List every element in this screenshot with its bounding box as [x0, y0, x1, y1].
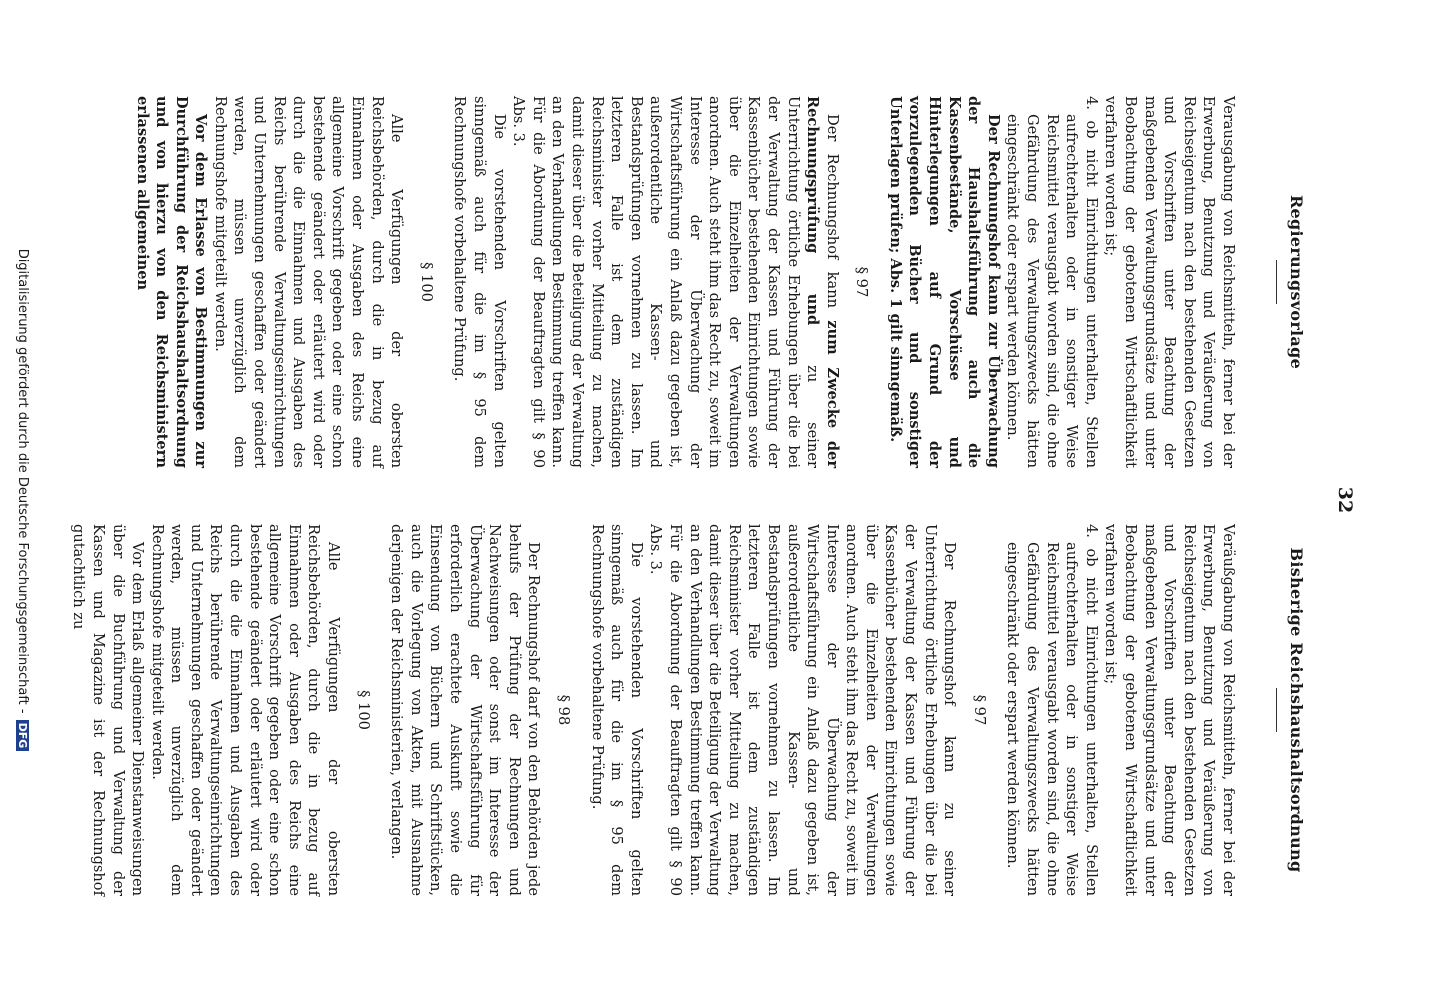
dfg-logo: DFG — [16, 720, 29, 752]
heading-rule — [1276, 688, 1277, 732]
list-item: 4. ob nicht Einrichtungen unterhalten, Stellen aufrechterhalten oder in sonstiger Weise Reichsmittel verausgabt worden sind, die ohne Gefährdung des Verwaltungszwecks hätten eingeschränkt oder erspart werden können. — [1004, 524, 1100, 896]
paragraph: Veräußgabung von Reichsmitteln, ferner bei der Erwerbung, Benutzung und Veräußerung von Reichseigentum nach den bestehenden Gesetzen und Vorschriften unter Beachtung der maßgebenden Verwaltungsgrundsätze und unter Beobachtung der gebotenen Wirtschaftlichkeit verfahren worden ist; — [1102, 524, 1237, 896]
paragraph: Die vorstehenden Vorschriften gelten sinngemäß auch für die im § 95 dem Rechnungshofe vorbehaltene Prüfung. — [451, 96, 508, 468]
paragraph — [509, 96, 842, 468]
section-title: § 97 — [853, 266, 871, 298]
paragraph: Die vorstehenden Vorschriften gelten sinngemäß auch für die im § 95 dem Rechnungshofe vorbehaltene Prüfung. — [588, 524, 645, 896]
text: zu seiner Unterrichtung örtliche Erhebungen über die bei der Verwaltung der Kassen und Führung der Kassenbücher bestehenden Einrichtungen sowie über die Einzelheiten der Verwaltungen anordnen. Auch steht ihm das Recht zu, soweit im Interesse der Überwachung der Wirtschaftsführung ein Anlaß dazu gegeben ist, außerordentliche Kassen- und Bestandsprüfungen vornehmen zu lassen. Im letzteren Falle ist dem zuständigen Reichsminister vorher Mitteilung zu machen, damit dieser über die Beteiligung der Verwaltung an den Verhandlungen Bestimmung treffen kann. Für die Abordnung der Beauftragten gilt § 90 Abs. 3. — [510, 96, 822, 468]
footer-text: Digitalisierung gefördert durch die Deutsche Forschungsgemeinschaft - — [15, 248, 30, 714]
paragraph-bold — [132, 96, 210, 468]
paragraph: Alle Verfügungen der obersten Reichsbehörden, durch die in bezug auf Einnahmen oder Ausgaben des Reichs eine allgemeine Vorschrift gegeben oder eine schon bestehende geändert oder erläutert wird oder durch die die Einnahmen und Ausgaben des Reichs berührende Verwaltungseinrichtungen und Unternehmungen geschaffen oder geändert werden, müssen unverzüglich dem Rechnungshofe mitgeteilt werden. — [211, 96, 406, 468]
section-title: § 100 — [354, 690, 372, 730]
bold-text: Der Rechnungshof kann zur Überwachung der Haushaltsführung auch die Kassenbestände, Vorschüsse und Hinterlegungen auf Grund der vorzulegenden Bücher und sonstiger Unterlagen prüfen; Abs. 1 gilt sinngemäß. — [886, 96, 1002, 468]
left-heading-text: Bisherige Reichshaushaltsordnung — [1287, 547, 1306, 873]
paragraph: Alle Verfügungen der obersten Reichsbehörden, durch die in bezug auf Einnahmen oder Ausgaben des Reichs eine allgemeine Vorschrift gegeben oder eine schon bestehende geändert oder erläutert wird oder durch die die Einnahmen und Ausgaben des Reichs berührende Verwaltungseinrichtungen und Unternehmungen geschaffen oder geändert werden, müssen unverzüglich dem Rechnungshofe mitgeteilt werden. — [148, 524, 343, 896]
right-column-heading — [1276, 96, 1306, 468]
list-item: 4. ob nicht Einrichtungen unterhalten, Stellen aufrechterhalten oder in sonstiger Weise Reichsmittel verausgabt worden sind, die ohne Gefährdung des Verwaltungszwecks hätten eingeschränkt oder erspart werden können. — [1004, 96, 1100, 468]
right-heading-text: Regierungsvorlage — [1287, 194, 1306, 370]
section-title: § 97 — [970, 694, 988, 726]
bold-text: Vor dem Erlasse von Bestimmungen zur Durchführung der Reichshaushaltsordnung und von hierzu von den Reichsministern erlassenen allgemeinen — [133, 96, 210, 468]
digitization-footer — [15, 0, 30, 1000]
paragraph: Vor dem Erlaß allgemeiner Dienstanweisungen über die Buchführung und Verwaltung der Kassen und Magazine ist der Rechnungshof gutachtlich zu — [70, 524, 147, 896]
left-column — [69, 524, 1238, 896]
paragraph: Der Rechnungshof kann zu seiner Unterrichtung örtliche Erhebungen über die bei der Verwaltung der Kassen und Führung der Kassenbücher bestehenden Einrichtungen sowie über die Einzelheiten der Verwaltungen anordnen. Auch steht ihm das Recht zu, soweit im Interesse der Überwachung der Wirtschaftsführung ein Anlaß dazu gegeben ist, außerordentliche Kassen- und Bestandsprüfungen vornehmen zu lassen. Im letzteren Falle ist dem zuständigen Reichsminister vorher Mitteilung zu machen, damit dieser über die Beteiligung der Verwaltung an den Verhandlungen Bestimmung treffen kann. Für die Abordnung der Beauftragten gilt § 90 Abs. 3. — [647, 524, 959, 896]
text: Der Rechnungshof kann — [823, 114, 841, 309]
left-column-heading — [1276, 524, 1306, 896]
heading-rule — [1276, 260, 1277, 304]
section-title: § 98 — [555, 694, 572, 726]
bold-text: zum Zwecke der Rechnungsprüfung und — [804, 96, 841, 469]
paragraph-bold — [885, 96, 1003, 468]
section-title: § 100 — [417, 262, 435, 302]
page-number: 32 — [1334, 486, 1356, 514]
paragraph: Verausgabung von Reichsmitteln, ferner bei der Erwerbung, Benutzung und Veräußerung von Reichseigentum nach den bestehenden Gesetzen und Vorschriften unter Beachtung der maßgebenden Verwaltungsgrundsätze und unter Beobachtung der gebotenen Wirtschaftlichkeit verfahren worden ist; — [1102, 96, 1237, 468]
paragraph: Der Rechnungshof darf von den Behörden jede behufs der Prüfung der Rechnungen und Nachweisungen oder sonst im Interesse der Überwachung der Wirtschaftsführung für erforderlich erachtete Auskunft sowie die Einsendung von Büchern und Schriftstücken, auch die Vorlegung von Akten, mit Ausnahme derjenigen der Reichsministerien, verlangen. — [388, 524, 543, 896]
right-column — [132, 96, 1238, 468]
